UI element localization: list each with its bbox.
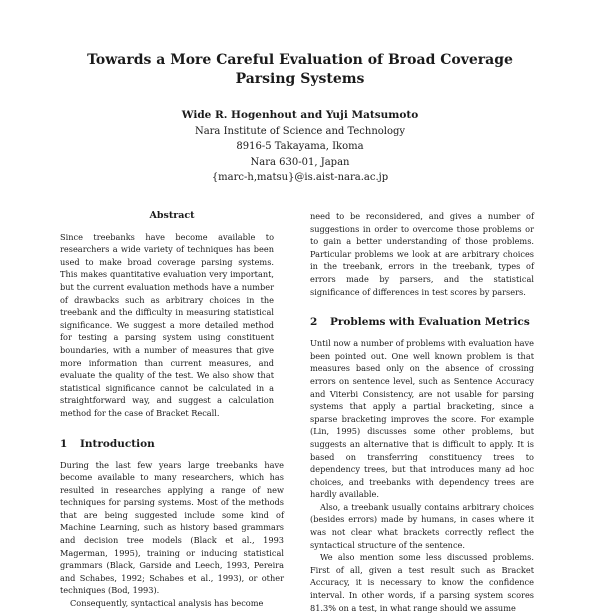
- section-1-title: Introduction: [80, 437, 155, 450]
- right-column: [310, 210, 534, 614]
- abstract-text: Since treebanks have become available to researchers a wide variety of techniques has been used to make broad coverage parsing systems. This makes quantitative evaluation very important, but the current evaluation methods have a number of drawbacks such as arbitrary choices in the treebank and the difficulty in measuring statistical significance. We suggest a more detailed method for testing a parsing system using constituent boundaries, with a number of measures that give more information than current measures, and evaluate the quality of the test. We also show that statistical significance cannot be calculated in a straightforward way, and suggest a calculation method for the case of Bracket Recall.: [60, 231, 274, 418]
- section-2-title: Problems with Evaluation Metrics: [330, 316, 530, 329]
- section-2-paragraph-3: We also mention some less discussed problems. First of all, given a test result such as Bracket Accuracy, it is necessary to know the confidence interval. In other words, if a parsing system scores 81.3% on a test, in what range should we assume: [310, 552, 534, 613]
- address-line-1: 8916-5 Takayama, Ikoma: [236, 141, 364, 152]
- section-1-number: 1: [60, 437, 68, 450]
- author-block: [60, 108, 540, 186]
- abstract-heading: Abstract: [149, 210, 195, 221]
- author-names: Wide R. Hogenhout and Yuji Matsumoto: [181, 109, 419, 121]
- email: {marc-h,matsu}@is.aist-nara.ac.jp: [211, 172, 389, 183]
- section-1-heading: [60, 438, 284, 451]
- address-line-2: Nara 630-01, Japan: [250, 156, 350, 168]
- paper-title: Towards a More Careful Evaluation of Broad Coverage Parsing Systems: [87, 52, 513, 87]
- section-2-heading: [310, 316, 534, 329]
- affiliation: Nara Institute of Science and Technology: [194, 125, 406, 137]
- section-2-paragraph-1: Until now a number of problems with evaluation have been pointed out. One well known problem is that measures based only on the absence of crossing errors on sentence level, such as Sentence Accuracy and Viterbi Consistency, are not usable for parsing systems that apply a partial bracketing, since a sparse bracketing improves the score. For example (Lin, 1995) discusses some other problems, but suggests an alternative that is difficult to apply. It is based on transferring constituency trees to dependency trees, but that introduces many ad hoc choices, and treebanks with dependency trees are hardly available.: [310, 338, 534, 500]
- section-1-paragraph-1: During the last few years large treebanks have become available to many researchers, which has resulted in researches applying a range of new techniques for parsing systems. Most of the methods that are being suggested include some kind of Machine Learning, such as history based grammars and decision tree models (Black et al., 1993 Magerman, 1995), training or inducing statistical grammars (Black, Garside and Leech, 1993, Pereira and Schabes, 1992; Schabes et al., 1993), or other techniques (Bod, 1993).: [60, 459, 284, 596]
- section-1-paragraph-2: Consequently, syntactical analysis has become: [70, 598, 264, 609]
- section-2-paragraph-2: Also, a treebank usually contains arbitrary choices (besides errors) made by humans, in cases where it was not clear what brackets correctly reflect the syntactical structure of the sentence.: [310, 501, 534, 550]
- section-2-number: 2: [310, 316, 318, 329]
- abstract-body: [60, 231, 274, 420]
- left-column: [60, 210, 284, 610]
- right-paragraph-0: need to be reconsidered, and gives a number of suggestions in order to overcome those problems or to gain a better understanding of those problems. Particular problems we look at are arbitrary choices in the treebank, errors in the treebank, types of errors made by parsers, and the statistical significance of differences in test scores by parsers.: [310, 211, 534, 297]
